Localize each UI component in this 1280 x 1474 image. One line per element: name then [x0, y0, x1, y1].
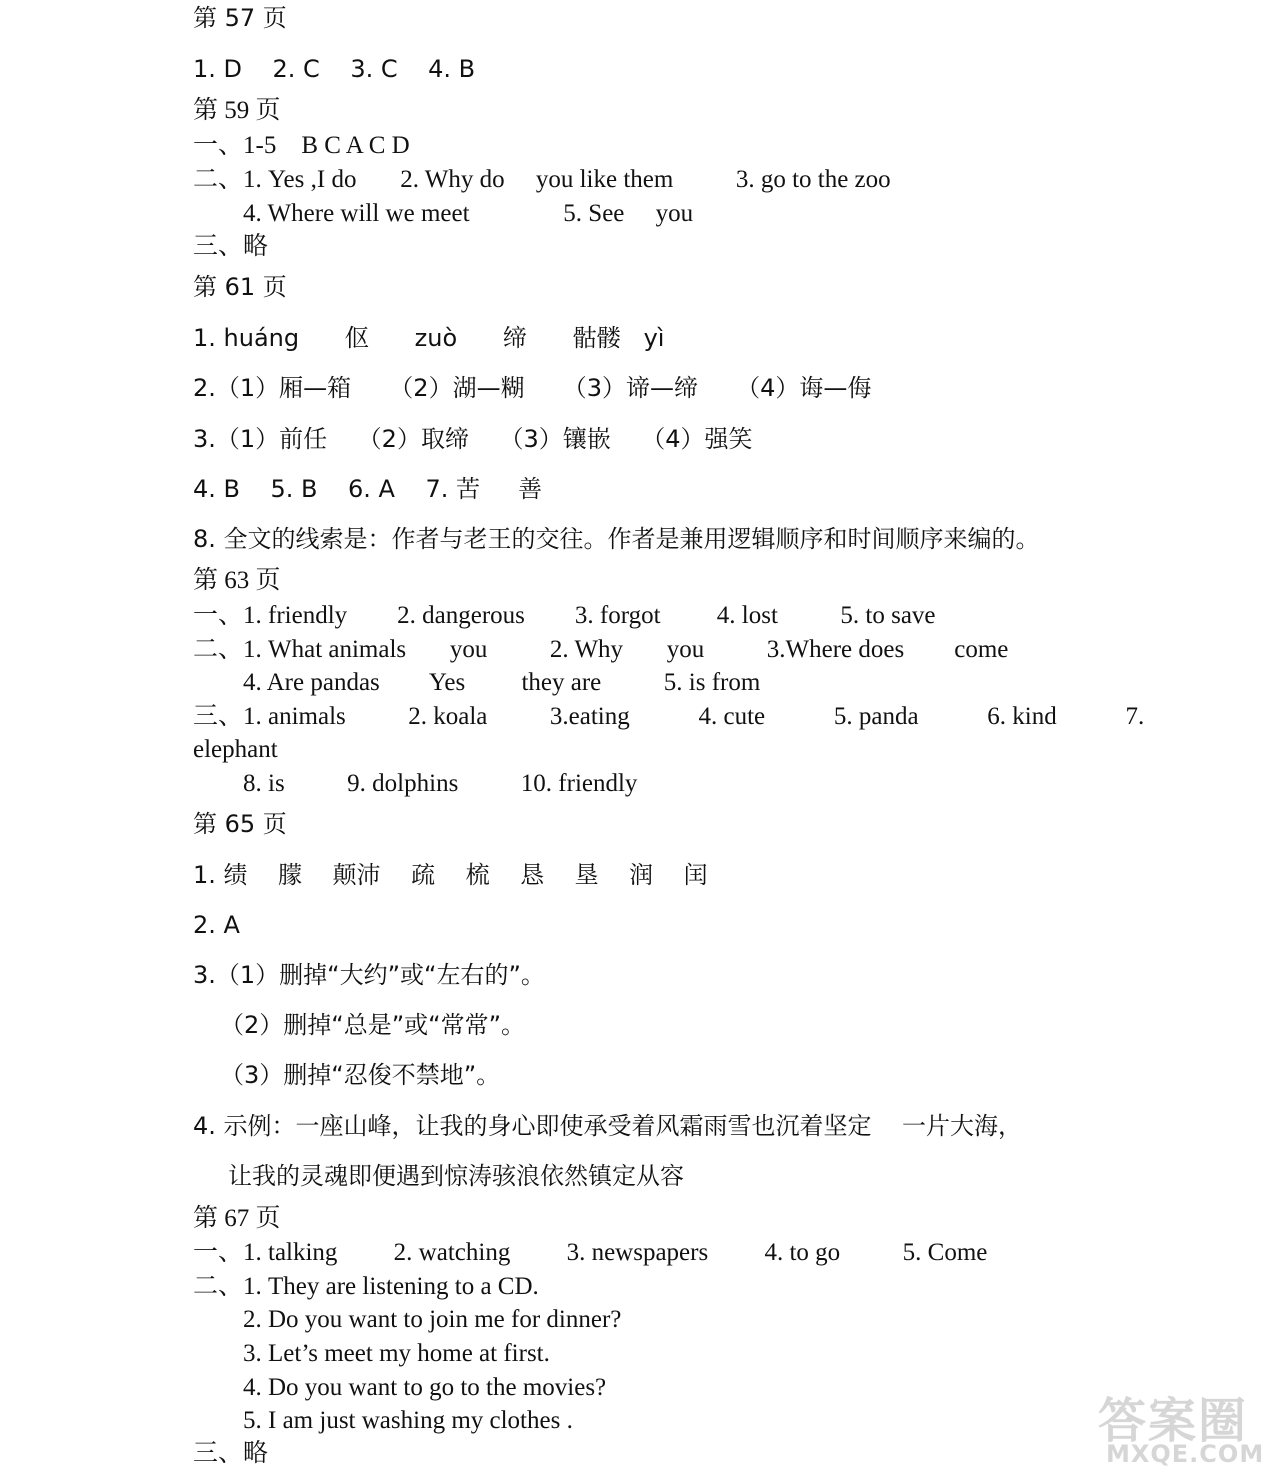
- watermark-logo: [1098, 1382, 1274, 1470]
- text-line: 4. B 5. B 6. A 7. 苦 善: [193, 475, 543, 503]
- text-line: 5. I am just washing my clothes .: [243, 1407, 573, 1434]
- text-line: 4. Where will we meet 5. See you: [243, 200, 694, 227]
- text-line: 4. 示例：一座山峰，让我的身心即使承受着风霜雨雪也沉着坚定 一片大海，: [193, 1112, 1023, 1140]
- text-line: 2.（1）厢—箱 （2）湖—糊 （3）谛—缔 （4）诲—侮: [193, 374, 872, 402]
- text-line: 一、1-5 B C A C D: [193, 132, 410, 159]
- watermark-logo-text: 答案圈: [1098, 1393, 1249, 1449]
- text-line: 2. A: [193, 911, 240, 939]
- text-line: 第 61 页: [193, 273, 287, 301]
- text-line: 第 63 页: [193, 567, 281, 594]
- text-line: 8. is 9. dolphins 10. friendly: [243, 770, 638, 797]
- text-line: （3）删掉“忍俊不禁地”。: [220, 1061, 501, 1089]
- text-line: 1. 绩 朦 颠沛 疏 梳 恳 垦 润 闰: [193, 861, 708, 889]
- text-line: 三、略: [193, 233, 269, 260]
- text-line: 第 57 页: [193, 4, 287, 32]
- text-line: 让我的灵魂即便遇到惊涛骇浪依然镇定从容: [228, 1162, 684, 1190]
- text-line: 二、1. What animals you 2. Why you 3.Where does come: [193, 636, 1009, 663]
- text-line: 三、略: [193, 1440, 269, 1467]
- text-line: 第 67 页: [193, 1205, 281, 1232]
- text-line: （2）删掉“总是”或“常常”。: [220, 1011, 526, 1039]
- text-line: 3.（1）前任 （2）取缔 （3）镶嵌 （4）强笑: [193, 425, 753, 453]
- text-line: 1. huáng 伛 zuò 缔 骷髅 yì: [193, 324, 665, 352]
- watermark-url: MXQE.COM: [1106, 1440, 1265, 1468]
- text-line: 3. Let’s meet my home at first.: [243, 1340, 550, 1367]
- text-line: 第 65 页: [193, 810, 287, 838]
- text-line: 二、1. They are listening to a CD.: [193, 1273, 539, 1300]
- text-line: 2. Do you want to join me for dinner?: [243, 1306, 622, 1333]
- text-line: 8. 全文的线索是：作者与老王的交往。作者是兼用逻辑顺序和时间顺序来编的。: [193, 525, 1040, 553]
- text-line: 4. Are pandas Yes they are 5. is from: [243, 669, 761, 696]
- text-line: 三、1. animals 2. koala 3.eating 4. cute 5. panda 6. kind 7.: [193, 703, 1145, 730]
- text-line: 4. Do you want to go to the movies?: [243, 1374, 607, 1401]
- text-line: 第 59 页: [193, 97, 281, 124]
- text-line: 一、1. talking 2. watching 3. newspapers 4. to go 5. Come: [193, 1239, 988, 1266]
- text-line: 一、1. friendly 2. dangerous 3. forgot 4. lost 5. to save: [193, 602, 936, 629]
- text-line: 二、1. Yes ,I do 2. Why do you like them 3. go to the zoo: [193, 166, 891, 193]
- text-line: elephant: [193, 736, 278, 763]
- text-line: 1. D 2. C 3. C 4. B: [193, 55, 476, 83]
- text-line: 3.（1）删掉“大约”或“左右的”。: [193, 961, 545, 989]
